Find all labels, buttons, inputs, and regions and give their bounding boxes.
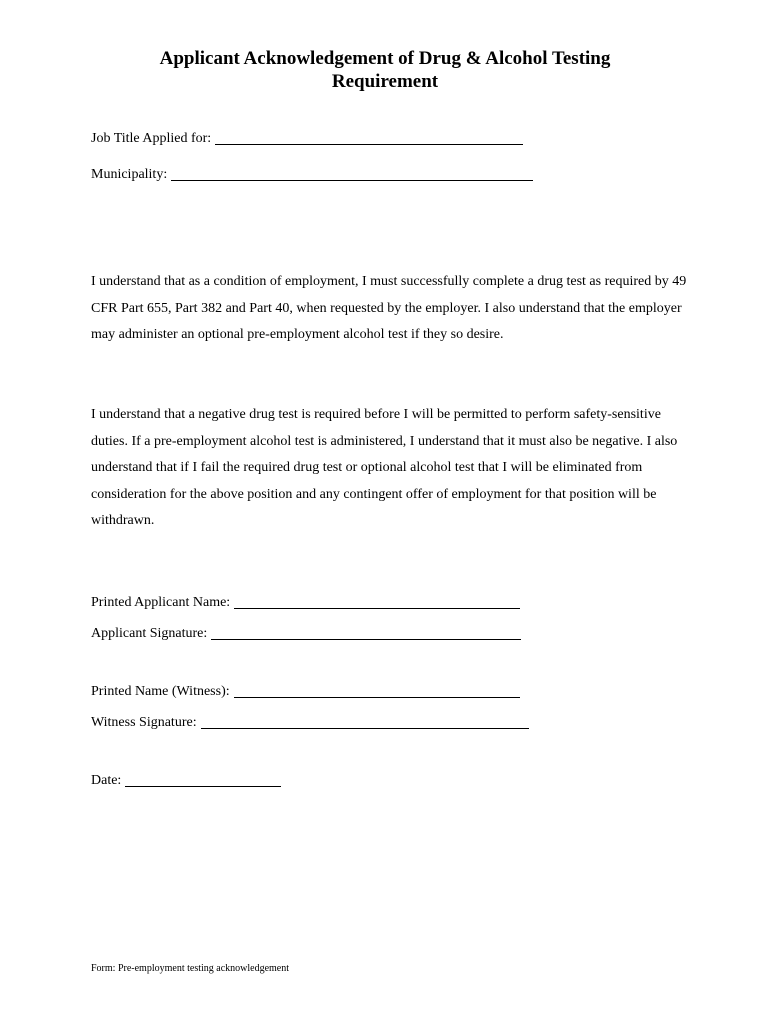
date-input-line[interactable] [125, 772, 281, 787]
printed-witness-name-input-line[interactable] [234, 683, 520, 698]
document-title [0, 47, 770, 93]
witness-signature-label: Witness Signature: [91, 715, 197, 730]
job-title-field [91, 130, 523, 148]
printed-applicant-name-field [91, 594, 520, 612]
condition-paragraph: I understand that as a condition of employment, I must successfully complete a drug test as required by 49 CFR Part 655, Part 382 and Part 40, when requested by the employer. I also understand that the employer may administer an optional pre-employment alcohol test if they so desire. [91, 274, 687, 342]
negative-test-paragraph: I understand that a negative drug test is required before I will be permitted to perform safety-sensitive duties. If a pre-employment alcohol test is administered, I understand that it must also be negative. I also understand that if I fail the required drug test or optional alcohol test that I will be eliminated from consideration for the above position and any contingent offer of employment for that position will be withdrawn. [91, 407, 678, 528]
printed-applicant-name-input-line[interactable] [234, 594, 520, 609]
printed-witness-name-label: Printed Name (Witness): [91, 684, 230, 699]
title-line-2: Requirement [331, 71, 439, 92]
title-line-1: Applicant Acknowledgement of Drug & Alcohol Testing [159, 48, 611, 69]
date-label: Date: [91, 773, 122, 788]
municipality-label: Municipality: [91, 167, 168, 182]
job-title-input-line[interactable] [215, 130, 523, 145]
witness-signature-input-line[interactable] [201, 714, 529, 729]
printed-applicant-name-label: Printed Applicant Name: [91, 595, 231, 610]
municipality-field [91, 166, 533, 184]
applicant-signature-input-line[interactable] [211, 625, 521, 640]
witness-signature-field [91, 714, 529, 732]
applicant-signature-label: Applicant Signature: [91, 626, 208, 641]
printed-witness-name-field [91, 683, 520, 701]
municipality-input-line[interactable] [171, 166, 533, 181]
form-footer: Form: Pre-employment testing acknowledgement [91, 963, 290, 974]
job-title-label: Job Title Applied for: [91, 131, 212, 146]
date-field [91, 772, 281, 790]
applicant-signature-field [91, 625, 521, 643]
